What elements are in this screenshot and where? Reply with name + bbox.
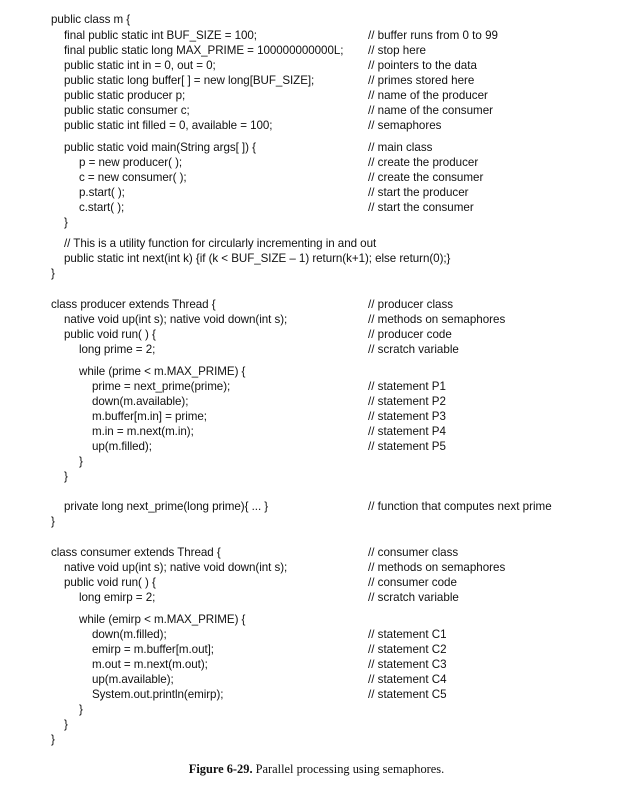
- code-comment: // statement C4: [368, 673, 447, 686]
- code-text: up(m.available);: [92, 673, 174, 686]
- code-text: }: [51, 515, 55, 528]
- code-line: [0, 628, 633, 642]
- code-comment: // methods on semaphores: [368, 561, 506, 574]
- code-line: [0, 267, 633, 281]
- code-line: [0, 703, 633, 717]
- code-text: private long next_prime(long prime){ ... }: [64, 500, 269, 513]
- code-line: [0, 343, 633, 357]
- code-text: long emirp = 2;: [79, 591, 156, 604]
- code-text: up(m.filled);: [92, 440, 152, 453]
- code-comment: // consumer code: [368, 576, 457, 589]
- code-text: }: [51, 267, 55, 280]
- code-text: prime = next_prime(prime);: [92, 380, 231, 393]
- code-line: [0, 576, 633, 590]
- code-text: public static producer p;: [64, 89, 186, 102]
- code-text: }: [64, 216, 68, 229]
- code-line: [0, 380, 633, 394]
- code-line: [0, 673, 633, 687]
- code-line: [0, 328, 633, 342]
- code-line: [0, 44, 633, 58]
- code-text: long prime = 2;: [79, 343, 156, 356]
- code-line: [0, 237, 633, 251]
- code-text: c = new consumer( );: [79, 171, 187, 184]
- code-comment: // producer code: [368, 328, 452, 341]
- code-text: public static consumer c;: [64, 104, 190, 117]
- code-line: [0, 119, 633, 133]
- code-comment: // name of the consumer: [368, 104, 494, 117]
- code-text: m.in = m.next(m.in);: [92, 425, 194, 438]
- code-text: emirp = m.buffer[m.out];: [92, 643, 214, 656]
- code-comment: // primes stored here: [368, 74, 475, 87]
- code-text: System.out.println(emirp);: [92, 688, 224, 701]
- code-text: public static int filled = 0, available = 100;: [64, 119, 273, 132]
- code-line: [0, 643, 633, 657]
- code-text: public static void main(String args[ ]) {: [64, 141, 256, 154]
- code-comment: // scratch variable: [368, 591, 459, 604]
- code-line: [0, 658, 633, 672]
- code-text: c.start( );: [79, 201, 125, 214]
- code-line: [0, 410, 633, 424]
- code-text: p = new producer( );: [79, 156, 183, 169]
- code-line: [0, 252, 633, 266]
- code-text: while (prime < m.MAX_PRIME) {: [79, 365, 246, 378]
- code-text: p.start( );: [79, 186, 125, 199]
- code-text: public class m {: [51, 13, 131, 26]
- code-comment: // statement P4: [368, 425, 446, 438]
- code-comment: // stop here: [368, 44, 427, 57]
- code-line: [0, 156, 633, 170]
- code-comment: // scratch variable: [368, 343, 459, 356]
- code-text: }: [64, 718, 68, 731]
- code-comment: // methods on semaphores: [368, 313, 506, 326]
- code-text: native void up(int s); native void down(int s);: [64, 313, 288, 326]
- code-comment: // start the consumer: [368, 201, 474, 214]
- figure-label: Figure 6-29.: [188, 762, 253, 776]
- code-line: [0, 688, 633, 702]
- code-text: m.buffer[m.in] = prime;: [92, 410, 207, 423]
- code-text: m.out = m.next(m.out);: [92, 658, 208, 671]
- code-comment: // statement P3: [368, 410, 446, 423]
- code-text: // This is a utility function for circularly incrementing in and out: [64, 237, 377, 250]
- code-line: [0, 455, 633, 469]
- code-comment: // producer class: [368, 298, 454, 311]
- code-comment: // start the producer: [368, 186, 469, 199]
- code-comment: // create the consumer: [368, 171, 484, 184]
- code-text: }: [51, 733, 55, 746]
- code-text: public void run( ) {: [64, 576, 156, 589]
- figure-caption: [0, 761, 633, 777]
- caption-text: Parallel processing using semaphores.: [255, 762, 445, 776]
- code-text: final public static int BUF_SIZE = 100;: [64, 29, 257, 42]
- code-comment: // statement P1: [368, 380, 446, 393]
- code-line: [0, 313, 633, 327]
- code-comment: // pointers to the data: [368, 59, 477, 72]
- code-line: [0, 613, 633, 627]
- code-line: [0, 365, 633, 379]
- code-comment: // consumer class: [368, 546, 459, 559]
- code-line: [0, 216, 633, 230]
- code-text: down(m.filled);: [92, 628, 167, 641]
- code-line: [0, 104, 633, 118]
- code-text: class producer extends Thread {: [51, 298, 216, 311]
- code-comment: // statement C5: [368, 688, 447, 701]
- code-comment: // statement P2: [368, 395, 446, 408]
- code-text: while (emirp < m.MAX_PRIME) {: [79, 613, 246, 626]
- code-line: [0, 718, 633, 732]
- code-line: [0, 59, 633, 73]
- code-comment: // statement C1: [368, 628, 447, 641]
- code-line: [0, 298, 633, 312]
- code-line: [0, 186, 633, 200]
- code-line: [0, 733, 633, 747]
- code-text: public static int next(int k) {if (k < BUF_SIZE – 1) return(k+1); else return(0);}: [64, 252, 451, 265]
- code-line: [0, 440, 633, 454]
- code-line: [0, 546, 633, 560]
- code-line: [0, 13, 633, 27]
- code-line: [0, 395, 633, 409]
- code-text: public static long buffer[ ] = new long[BUF_SIZE];: [64, 74, 315, 87]
- code-line: [0, 425, 633, 439]
- code-comment: // name of the producer: [368, 89, 488, 102]
- code-comment: // statement C3: [368, 658, 447, 671]
- code-line: [0, 201, 633, 215]
- code-comment: // create the producer: [368, 156, 479, 169]
- code-comment: // semaphores: [368, 119, 442, 132]
- code-line: [0, 89, 633, 103]
- code-text: public static int in = 0, out = 0;: [64, 59, 216, 72]
- code-line: [0, 74, 633, 88]
- code-line: [0, 591, 633, 605]
- code-text: public void run( ) {: [64, 328, 156, 341]
- code-text: class consumer extends Thread {: [51, 546, 221, 559]
- code-line: [0, 561, 633, 575]
- code-comment: // statement P5: [368, 440, 446, 453]
- code-comment: // statement C2: [368, 643, 447, 656]
- code-line: [0, 171, 633, 185]
- code-text: }: [64, 470, 68, 483]
- code-line: [0, 470, 633, 484]
- code-text: }: [79, 455, 83, 468]
- code-line: [0, 500, 633, 514]
- code-text: native void up(int s); native void down(int s);: [64, 561, 288, 574]
- code-text: }: [79, 703, 83, 716]
- code-text: down(m.available);: [92, 395, 189, 408]
- code-line: [0, 515, 633, 529]
- code-text: final public static long MAX_PRIME = 100000000000L;: [64, 44, 344, 57]
- code-comment: // function that computes next prime: [368, 500, 552, 513]
- code-comment: // buffer runs from 0 to 99: [368, 29, 498, 42]
- code-line: [0, 29, 633, 43]
- code-line: [0, 141, 633, 155]
- code-comment: // main class: [368, 141, 433, 154]
